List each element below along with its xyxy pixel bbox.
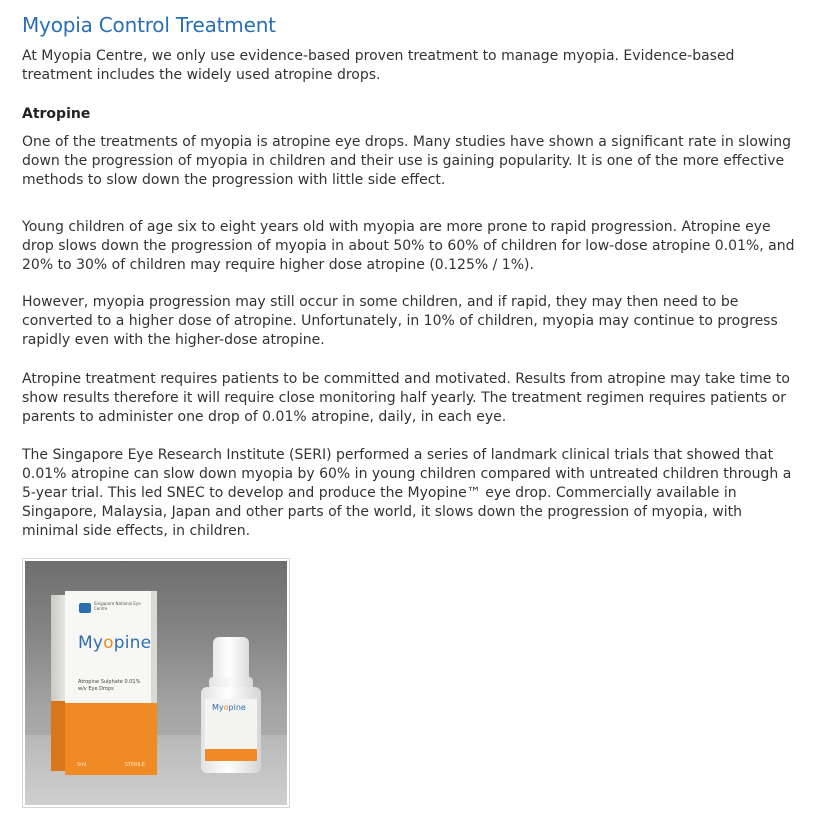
product-bottle — [201, 637, 261, 773]
paragraph-3: However, myopia progression may still occur in some children, and if rapid, they may then need to be converted to a higher dose of atropine. Unfortunately, in 10% of children, myopia may continue to progress rapidly even with the higher-dose atropine. — [22, 294, 778, 348]
product-box-side-band — [51, 701, 65, 771]
product-box — [65, 591, 157, 775]
snec-logo-icon — [79, 603, 91, 613]
box-sterile: STERILE — [124, 762, 145, 768]
box-brand-name — [78, 633, 151, 653]
bottle-brand-part-1: My — [212, 703, 224, 712]
box-description: Atropine Sulphate 0.01% w/v Eye Drops — [78, 679, 141, 692]
page-title: Myopia Control Treatment — [22, 13, 276, 37]
brand-part-1: My — [78, 633, 104, 653]
article — [22, 0, 802, 539]
brand-part-2: pine — [113, 633, 152, 653]
bottle-brand-eye-letter: o — [223, 703, 229, 712]
bottle-label — [205, 699, 257, 761]
product-photo-canvas — [25, 561, 287, 805]
bottle-orange-band — [205, 749, 257, 761]
paragraph-1: One of the treatments of myopia is atropine eye drops. Many studies have shown a significant rate in slowing down the progression of myopia in children and their use is gaining popularity. It is one of the more effective methods to slow down the progression with little side effect. — [22, 134, 791, 188]
bottle-brand-name — [212, 703, 246, 712]
brand-eye-letter: o — [103, 633, 114, 653]
product-photo — [22, 558, 290, 808]
bottle-cap — [213, 637, 249, 679]
intro-paragraph: At Myopia Centre, we only use evidence-based proven treatment to manage myopia. Evidence-based treatment includes the widely used atropine drops. — [22, 48, 735, 83]
box-volume: 5ml — [77, 762, 87, 768]
section-heading-atropine: Atropine — [22, 106, 91, 122]
bottle-brand-part-2: pine — [228, 703, 246, 712]
paragraph-5: The Singapore Eye Research Institute (SERI) performed a series of landmark clinical trials that showed that 0.01% atropine can slow down myopia by 60% in young children compared with untreated children through a 5-year trial. This led SNEC to develop and produce the Myopine™ eye drop. Commercially available in Singapore, Malaysia, Japan and other parts of the world, it slows down the progression of myopia, with minimal side effects, in children. — [22, 447, 792, 539]
paragraph-4: Atropine treatment requires patients to be committed and motivated. Results from atropine may take time to show results therefore it will require close monitoring half yearly. The treatment regimen requires patients or parents to administer one drop of 0.01% atropine, daily, in each eye. — [22, 371, 790, 425]
box-org-name: Singapore National Eye Centre — [94, 601, 141, 611]
paragraph-2: Young children of age six to eight years old with myopia are more prone to rapid progression. Atropine eye drop slows down the progression of myopia in about 50% to 60% of children for low-dose atropine 0.01%, and 20% to 30% of children may require higher dose atropine (0.125% / 1%). — [22, 219, 795, 273]
